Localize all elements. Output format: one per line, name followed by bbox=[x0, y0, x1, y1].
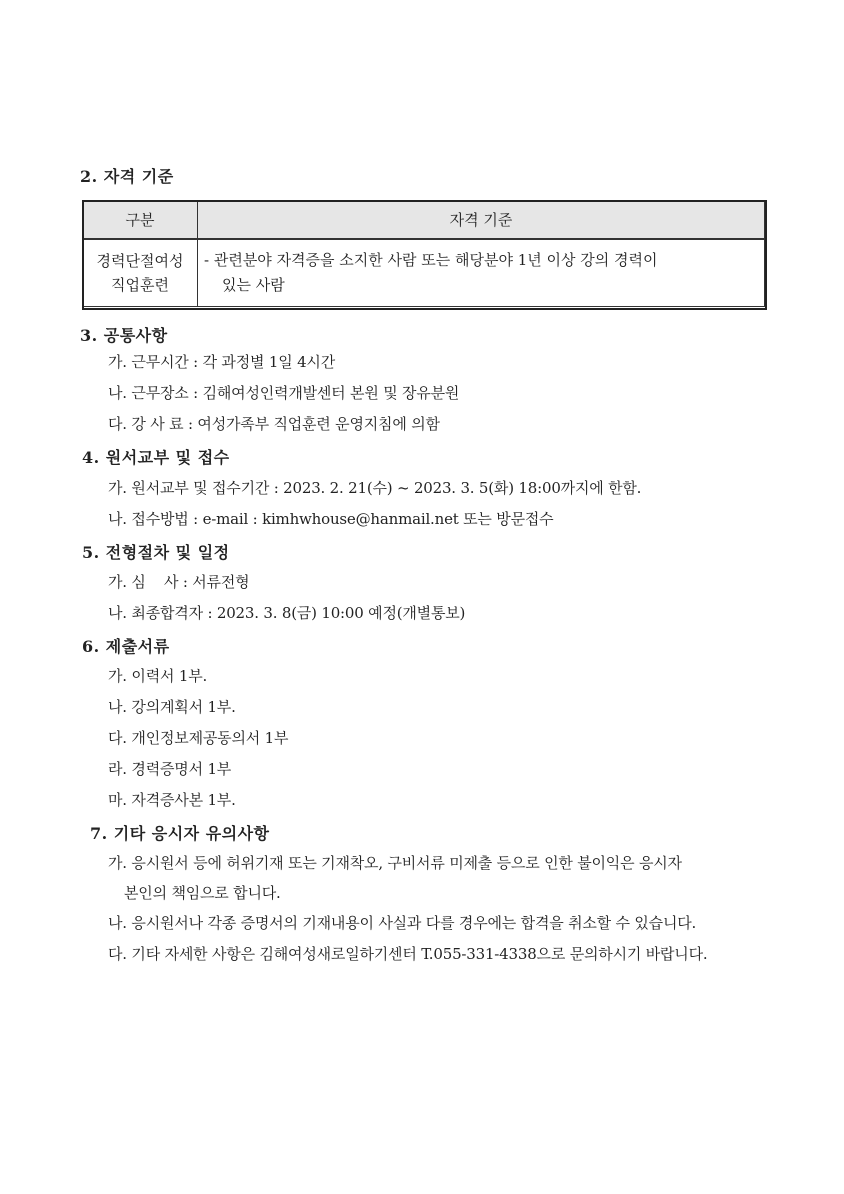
list-item: 나. 응시원서나 각종 증명서의 기재내용이 사실과 다를 경우에는 합격을 취소할 수 있습니다. bbox=[108, 914, 697, 932]
list-item: 가. 원서교부 및 접수기간 : 2023. 2. 21(수) ~ 2023. 3. 5(화) 18:00까지에 한함. bbox=[108, 479, 642, 497]
category-line-2: 직업훈련 bbox=[111, 276, 169, 294]
list-item-continuation: 본인의 책임으로 합니다. bbox=[124, 884, 281, 902]
list-item: 나. 접수방법 : e-mail : kimhwhouse@hanmail.net 또는 방문접수 bbox=[108, 510, 554, 528]
list-item: 가. 심 사 : 서류전형 bbox=[108, 573, 250, 591]
list-item: 다. 개인정보제공동의서 1부 bbox=[108, 729, 289, 747]
criteria-line-1: - 관련분야 자격증을 소지한 사람 또는 해당분야 1년 이상 강의 경력이 bbox=[204, 251, 658, 269]
table-header-criteria: 자격 기준 bbox=[198, 201, 765, 240]
section-6-heading: 6. 제출서류 bbox=[82, 637, 170, 656]
list-item: 마. 자격증사본 1부. bbox=[108, 791, 236, 809]
list-item: 나. 근무장소 : 김해여성인력개발센터 본원 및 장유분원 bbox=[108, 384, 460, 402]
list-item: 가. 근무시간 : 각 과정별 1일 4시간 bbox=[108, 353, 335, 371]
list-item: 가. 응시원서 등에 허위기재 또는 기재착오, 구비서류 미제출 등으로 인한 불이익은 응시자 bbox=[108, 854, 682, 872]
table-cell-criteria bbox=[198, 239, 765, 307]
section-7-heading: 7. 기타 응시자 유의사항 bbox=[90, 824, 270, 843]
list-item: 나. 강의계획서 1부. bbox=[108, 698, 236, 716]
category-line-1: 경력단절여성 bbox=[96, 252, 184, 270]
table-header-row bbox=[83, 201, 765, 240]
section-2-heading: 2. 자격 기준 bbox=[80, 167, 174, 186]
table-row bbox=[83, 239, 765, 307]
list-item: 나. 최종합격자 : 2023. 3. 8(금) 10:00 예정(개별통보) bbox=[108, 604, 466, 622]
qualification-table bbox=[82, 200, 765, 307]
section-4-heading: 4. 원서교부 및 접수 bbox=[82, 448, 230, 467]
list-item: 다. 강 사 료 : 여성가족부 직업훈련 운영지침에 의함 bbox=[108, 415, 440, 433]
criteria-line-2: 있는 사람 bbox=[222, 276, 285, 294]
list-item: 가. 이력서 1부. bbox=[108, 667, 208, 685]
table-header-category: 구분 bbox=[83, 201, 198, 240]
section-3-heading: 3. 공통사항 bbox=[80, 326, 168, 345]
section-5-heading: 5. 전형절차 및 일정 bbox=[82, 543, 230, 562]
list-item: 다. 기타 자세한 사항은 김해여성새로일하기센터 T.055-331-4338으로 문의하시기 바랍니다. bbox=[108, 945, 708, 963]
table-cell-category bbox=[83, 239, 198, 307]
list-item: 라. 경력증명서 1부 bbox=[108, 760, 232, 778]
